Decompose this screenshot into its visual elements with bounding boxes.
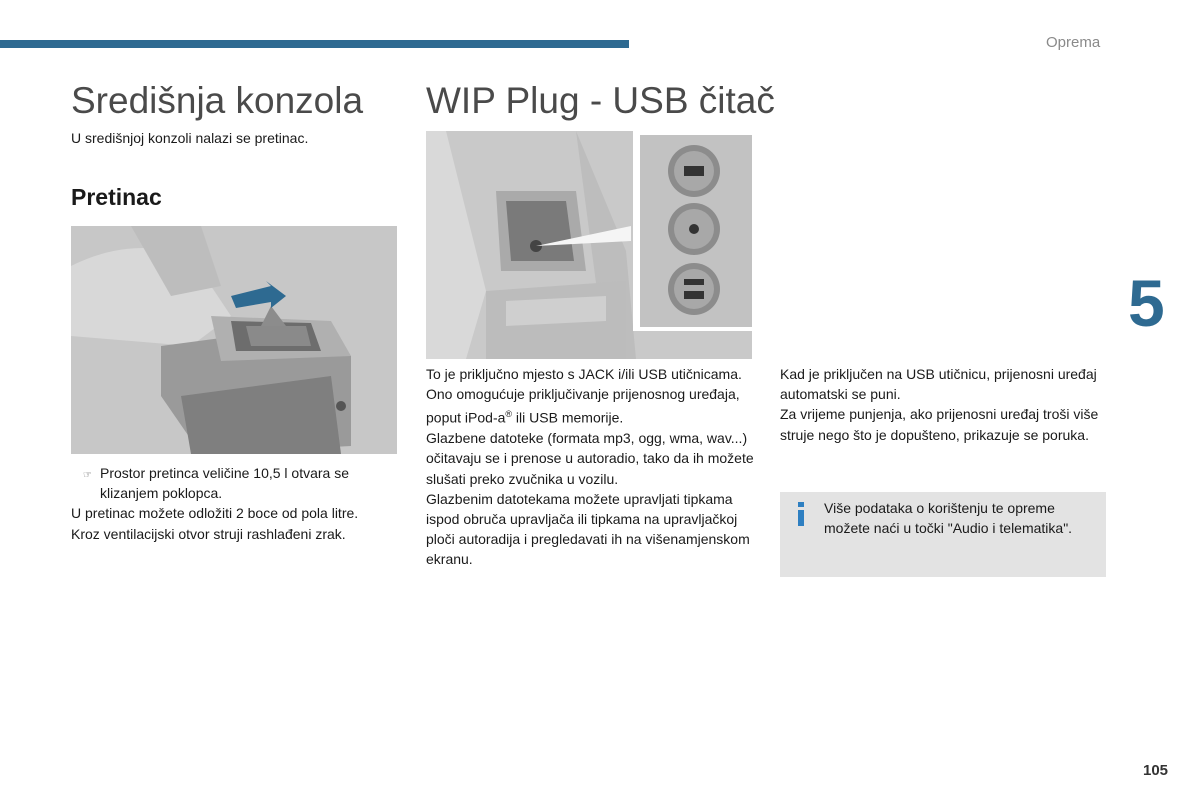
chapter-number: 5 [1128,266,1165,340]
left-body [71,463,397,544]
left-para-vent: Kroz ventilacijski otvor struji rashlađeni zrak. [71,525,346,542]
page-number: 105 [1143,762,1169,779]
col2-para-message: Za vrijeme punjenja, ako prijenosni uređaj troši više struje nego što je dopušteno, prikazuje se poruka. [780,406,1099,443]
info-text: Više podataka o korištenju te opreme možete naći u točki "Audio i telematika". [824,500,1073,537]
title-center-console: Središnja konzola [71,80,364,121]
col1-para-control: Glazbenim datotekama možete upravljati tipkama ispod obruča upravljača ili tipkama na upravljačkoj ploči autoradija i pregledavati ih na višenamjenskom ekranu. [426,490,750,568]
info-box [780,492,1106,577]
right-col2-body [780,364,1110,445]
info-icon [796,502,806,526]
left-para-bottles: U pretinac možete odložiti 2 boce od pola litre. [71,505,359,522]
bullet-storage-size [71,463,397,503]
intro-text: U središnjoj konzoli nalazi se pretinac. [71,130,309,146]
usb-jack-illustration [426,131,752,359]
right-col1-body [426,364,756,570]
col1-para-socket: To je priključno mjesto s JACK i/ili USB utičnicama. [426,366,742,382]
subtitle-storage: Pretinac [71,184,162,210]
col1-para-connect: Ono omogućuje priključivanje prijenosnog uređaja, poput iPod-a® ili USB memorije. [426,386,740,427]
header-accent-bar [0,40,629,48]
col1-para-files: Glazbene datoteke (formata mp3, ogg, wma, wav...) očitavaju se i prenose u autoradio, tako da ih možete slušati preko zvučnika u vozilu. [426,430,754,487]
section-label: Oprema [1046,34,1101,51]
console-storage-illustration [71,226,397,454]
title-wip-plug: WIP Plug - USB čitač [426,80,775,121]
col2-para-charging: Kad je priključen na USB utičnicu, prijenosni uređaj automatski se puni. [780,366,1097,403]
hand-pointer-icon: ☞ [83,470,92,481]
bullet-text: Prostor pretinca veličine 10,5 l otvara se klizanjem poklopca. [100,465,350,502]
